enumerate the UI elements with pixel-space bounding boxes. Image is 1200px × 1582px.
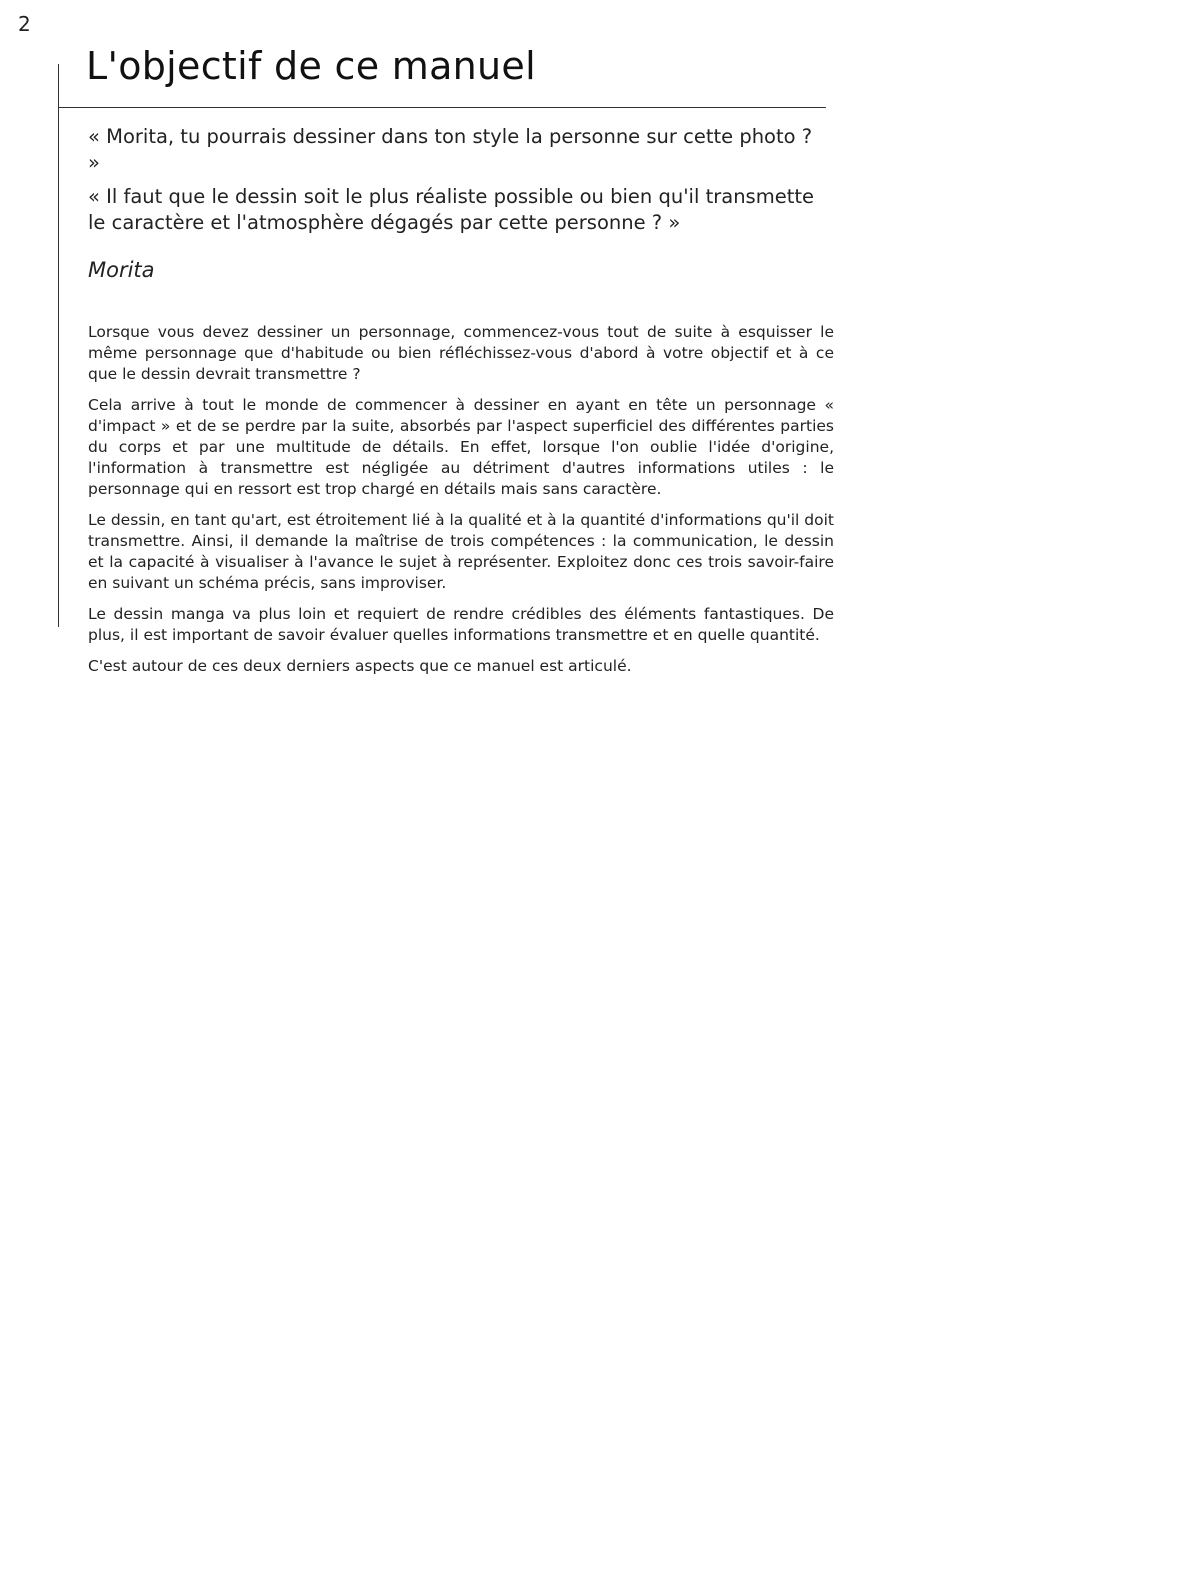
page-title: L'objectif de ce manuel xyxy=(86,44,536,88)
body-text xyxy=(88,322,834,687)
paragraph-5: C'est autour de ces deux derniers aspects que ce manuel est articulé. xyxy=(88,657,632,675)
quote-2: « Il faut que le dessin soit le plus réaliste possible ou bien qu'il transmette le caractère et l'atmosphère dégagés par cette personne ? » xyxy=(88,185,814,234)
quotes-block xyxy=(88,124,828,244)
paragraph-1: Lorsque vous devez dessiner un personnage, commencez-vous tout de suite à esquisser le même personnage que d'habitude ou bien réfléchissez-vous d'abord à votre objectif et à ce que le dessin devrait transmettre ? xyxy=(88,323,834,383)
left-vertical-rule xyxy=(58,64,59,627)
quote-author: Morita xyxy=(88,258,155,282)
paragraph-2: Cela arrive à tout le monde de commencer à dessiner en ayant en tête un personnage « d'impact » et de se perdre par la suite, absorbés par l'aspect superficiel des différentes parties du corps et par une multitude de détails. En effet, lorsque l'on oublie l'idée d'origine, l'information à transmettre est négligée au détriment d'autres informations utiles : le personnage qui en ressort est trop chargé en détails mais sans caractère. xyxy=(88,396,834,498)
paragraph-4: Le dessin manga va plus loin et requiert de rendre crédibles des éléments fantastiques. De plus, il est important de savoir évaluer quelles informations transmettre et en quelle quantité. xyxy=(88,605,834,644)
quote-1: « Morita, tu pourrais dessiner dans ton style la personne sur cette photo ? » xyxy=(88,125,813,174)
page-number: 2 xyxy=(18,12,31,36)
title-underline xyxy=(58,107,826,108)
paragraph-3: Le dessin, en tant qu'art, est étroitement lié à la qualité et à la quantité d'informations qu'il doit transmettre. Ainsi, il demande la maîtrise de trois compétences : la communication, le dessin et la capacité à visualiser à l'avance le sujet à représenter. Exploitez donc ces trois savoir-faire en suivant un schéma précis, sans improviser. xyxy=(88,511,834,592)
